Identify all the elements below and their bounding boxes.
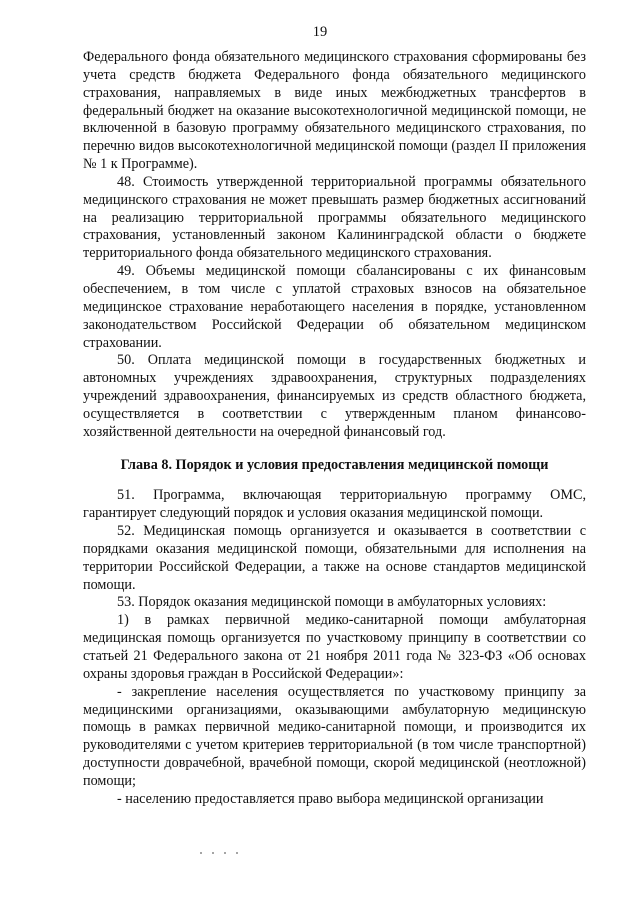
paragraph-50: 50. Оплата медицинской помощи в государственных бюджетных и автономных учреждениях здравоохранения, структурных подразделениях учреждений здравоохранения, финансируемых из средств областного бюджета, осуществляется в соответствии с утвержденным планом финансово-хозяйственной деятельности на очередной финансовый год.	[83, 352, 586, 440]
paragraph-52: 52. Медицинская помощь организуется и оказывается в соответствии с порядками оказания медицинской помощи, обязательными для исполнения на территории Российской Федерации, а также на основе стандартов медицинской помощи.	[83, 523, 586, 593]
paragraph-53-item-1: 1) в рамках первичной медико-санитарной помощи амбулаторная медицинская помощь организуется по участковому принципу в соответствии со статьей 21 Федерального закона от 21 ноября 2011 года № 323-ФЗ «Об основах охраны здоровья граждан в Российской Федерации»:	[83, 612, 586, 682]
document-body	[83, 49, 586, 809]
scan-artifact	[200, 852, 240, 855]
list-item-dash-2: - населению предоставляется право выбора медицинской организации	[117, 790, 544, 807]
paragraph-continuation: Федерального фонда обязательного медицинского страхования сформированы без учета средств бюджета Федерального фонда обязательного медицинского страхования, направляемых в виде иных межбюджетных трансфертов в федеральный бюджет на оказание высокотехнологичной медицинской помощи, не включенной в базовую программу обязательного медицинского страхования, по перечню видов высокотехнологичной медицинской помощи (раздел II приложения № 1 к Программе).	[83, 49, 586, 173]
chapter-heading: Глава 8. Порядок и условия предоставления медицинской помощи	[120, 456, 549, 473]
page-number: 19	[312, 24, 328, 40]
paragraph-49: 49. Объемы медицинской помощи сбалансированы с их финансовым обеспечением, в том числе с уплатой страховых взносов на обязательное медицинское страхование неработающего населения в порядке, установленном законодательством Российской Федерации об обязательном медицинском страховании.	[83, 263, 586, 351]
paragraph-53: 53. Порядок оказания медицинской помощи в амбулаторных условиях:	[117, 594, 547, 611]
paragraph-48: 48. Стоимость утвержденной территориальной программы обязательного медицинского страхования не может превышать размер бюджетных ассигнований на реализацию территориальной программы обязательного медицинского страхования, установленный законом Калининградской области о бюджете территориального фонда обязательного медицинского страхования.	[83, 173, 586, 262]
list-item-dash-1: - закрепление населения осуществляется по участковому принципу за медицинскими организациями, оказывающими амбулаторную медицинскую помощь в рамках первичной медико-санитарной помощи, и производится их руководителями с учетом критериев территориальной (в том числе транспортной) доступности доврачебной, врачебной помощи, скорой медицинской (неотложной) помощи;	[83, 683, 586, 789]
paragraph-51: 51. Программа, включающая территориальную программу ОМС, гарантирует следующий порядок и условия оказания медицинской помощи.	[83, 487, 586, 522]
